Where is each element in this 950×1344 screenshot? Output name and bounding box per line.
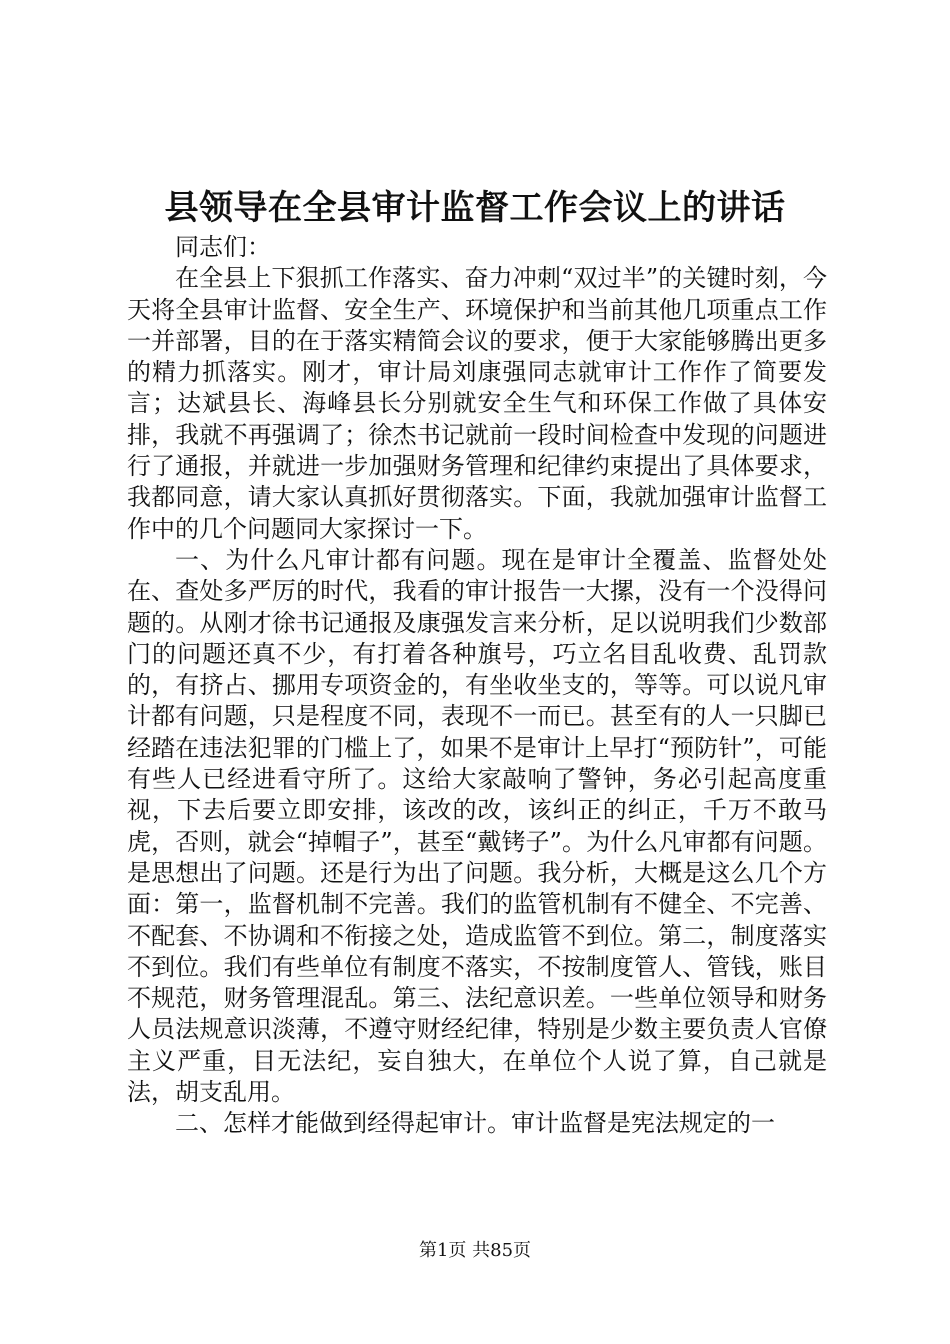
paragraph-intro: 在全县上下狠抓工作落实、奋力冲刺“双过半”的关键时刻，今天将全县审计监督、安全生产、环境保护和当前其他几项重点工作一并部署，目的在于落实精简会议的要求，便于大家能够腾出更多的精力抓落实。刚才，审计局刘康强同志就审计工作作了简要发言；达斌县长、海峰县长分别就安全生气和环保工作做了具体安排，我就不再强调了；徐杰书记就前一段时间检查中发现的问题进行了通报，并就进一步加强财务管理和纪律约束提出了具体要求，我都同意，请大家认真抓好贯彻落实。下面，我就加强审计监督工作中的几个问题同大家探讨一下。 <box>127 264 827 543</box>
paragraph-section-one: 一、为什么凡审计都有问题。现在是审计全覆盖、监督处处在、查处多严厉的时代，我看的审计报告一大摞，没有一个没得问题的。从刚才徐书记通报及康强发言来分析，足以说明我们少数部门的问题还真不少，有打着各种旗号，巧立名目乱收费、乱罚款的，有挤占、挪用专项资金的，有坐收坐支的，等等。可以说凡审计都有问题，只是程度不同，表现不一而已。甚至有的人一只脚已经踏在违法犯罪的门槛上了，如果不是审计上早打“预防针”，可能有些人已经进看守所了。这给大家敲响了警钟，务必引起高度重视，下去后要立即安排，该改的改，该纠正的纠正，千万不敢马虎，否则，就会“掉帽子”，甚至“戴铐子”。为什么凡审都有问题。是思想出了问题。还是行为出了问题。我分析，大概是这么几个方面：第一，监督机制不完善。我们的监管机制有不健全、不完善、不配套、不协调和不衔接之处，造成监管不到位。第二，制度落实不到位。我们有些单位有制度不落实，不按制度管人、管钱，账目不规范，财务管理混乱。第三、法纪意识差。一些单位领导和财务人员法规意识淡薄，不遵守财经纪律，特别是少数主要负责人官僚主义严重，目无法纪，妄自独大，在单位个人说了算，自己就是法，胡支乱用。 <box>127 545 827 1107</box>
salutation: 同志们： <box>175 233 271 261</box>
document-title: 县领导在全县审计监督工作会议上的讲话 <box>164 188 786 228</box>
document-body <box>127 232 827 1140</box>
page-footer: 第1页 共85页 <box>418 1240 532 1261</box>
paragraph-section-two: 二、怎样才能做到经得起审计。审计监督是宪法规定的一 <box>175 1109 775 1138</box>
